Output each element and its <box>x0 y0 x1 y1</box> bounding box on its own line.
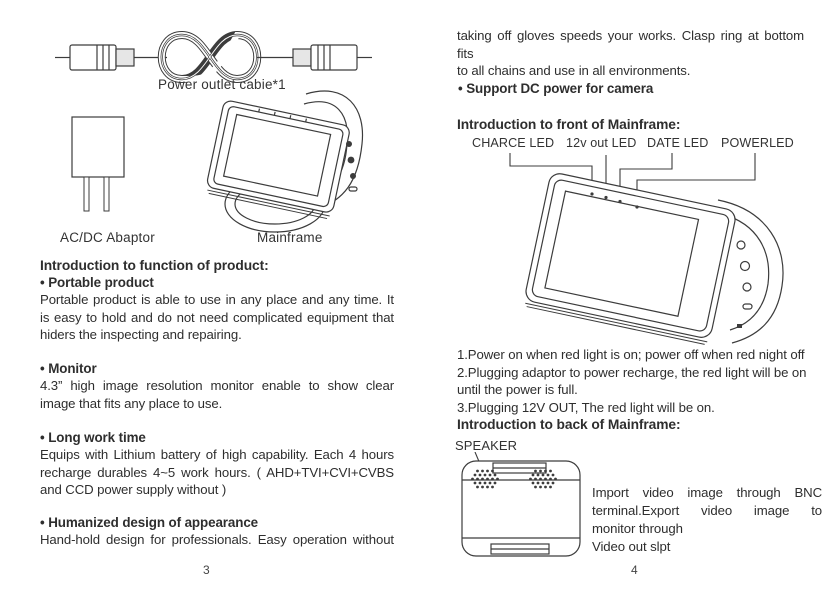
paragraph-line: Equips with Lithium battery of high capability. Each 4 hours <box>40 447 394 462</box>
paragraph-line: hiders the inspecting and repairing. <box>40 327 242 342</box>
paragraph-line: Hand-hold design for professionals. Easy operation without <box>40 532 394 547</box>
portable-product-heading: • Portable product <box>40 275 154 290</box>
left-page-number: 3 <box>203 563 210 577</box>
support-dc-heading: • Support DC power for camera <box>458 81 654 96</box>
speaker-label: SPEAKER <box>455 438 518 453</box>
intro-function-heading: Introduction to function of product: <box>40 258 269 273</box>
paragraph-line: 4.3” high image resolution monitor enable to show clear <box>40 378 394 393</box>
front-notes-list <box>457 346 811 416</box>
cable-caption: Power outlet cabie*1 <box>158 77 286 92</box>
long-work-time-paragraph <box>40 446 394 499</box>
note-line: 3.Plugging 12V OUT, The red light will be on. <box>457 399 715 415</box>
paragraph-line: Import video image through BNC <box>592 485 822 500</box>
monitor-paragraph <box>40 377 394 412</box>
humanized-design-heading: • Humanized design of appearance <box>40 515 259 530</box>
paragraph-line: and CCD power supply without ) <box>40 482 227 497</box>
paragraph-line: is easy to hold and do not need complicated equipment that <box>40 309 394 325</box>
12v-out-led-label: 12v out LED <box>566 136 637 150</box>
continued-paragraph <box>457 27 804 80</box>
front-mainframe-heading: Introduction to front of Mainframe: <box>457 117 681 132</box>
mainframe-illustration <box>198 86 378 236</box>
paragraph-line: terminal.Export video image to <box>592 503 822 518</box>
monitor-heading: • Monitor <box>40 361 97 376</box>
adaptor-caption: AC/DC Abaptor <box>60 230 155 245</box>
note-line: until the power is full. <box>457 382 578 397</box>
humanized-design-paragraph <box>40 531 394 549</box>
portable-product-paragraph <box>40 291 394 344</box>
back-note-paragraph <box>592 484 822 556</box>
long-work-time-heading: • Long work time <box>40 430 146 445</box>
charge-led-label: CHARCE LED <box>472 136 555 150</box>
paragraph-line: image that fits any place to use. <box>40 395 223 411</box>
mainframe-caption: Mainframe <box>257 230 323 245</box>
date-led-label: DATE LED <box>647 136 709 150</box>
paragraph-line: to all chains and use in all environments. <box>457 63 691 78</box>
ac-dc-adaptor-illustration <box>68 113 130 213</box>
paragraph-line: taking off gloves speeds your works. Clasp ring at bottom fits <box>457 28 804 61</box>
note-line: 1.Power on when red light is on; power off when red night off <box>457 347 805 362</box>
paragraph-line: Portable product is able to use in any place and any time. It <box>40 292 394 307</box>
front-mainframe-illustration <box>440 148 820 350</box>
back-mainframe-heading: Introduction to back of Mainframe: <box>457 417 681 432</box>
paragraph-line: Video out slpt <box>592 539 671 554</box>
paragraph-line: recharge durables 4~5 work hours. ( AHD+TVI+CVI+CVBS <box>40 464 394 480</box>
note-line: 2.Plugging adaptor to power recharge, the red light will be on <box>457 364 807 380</box>
paragraph-line: monitor through <box>592 521 683 536</box>
back-mainframe-illustration <box>455 452 595 564</box>
power-led-label: POWERLED <box>721 136 794 150</box>
right-page-number: 4 <box>631 563 638 577</box>
